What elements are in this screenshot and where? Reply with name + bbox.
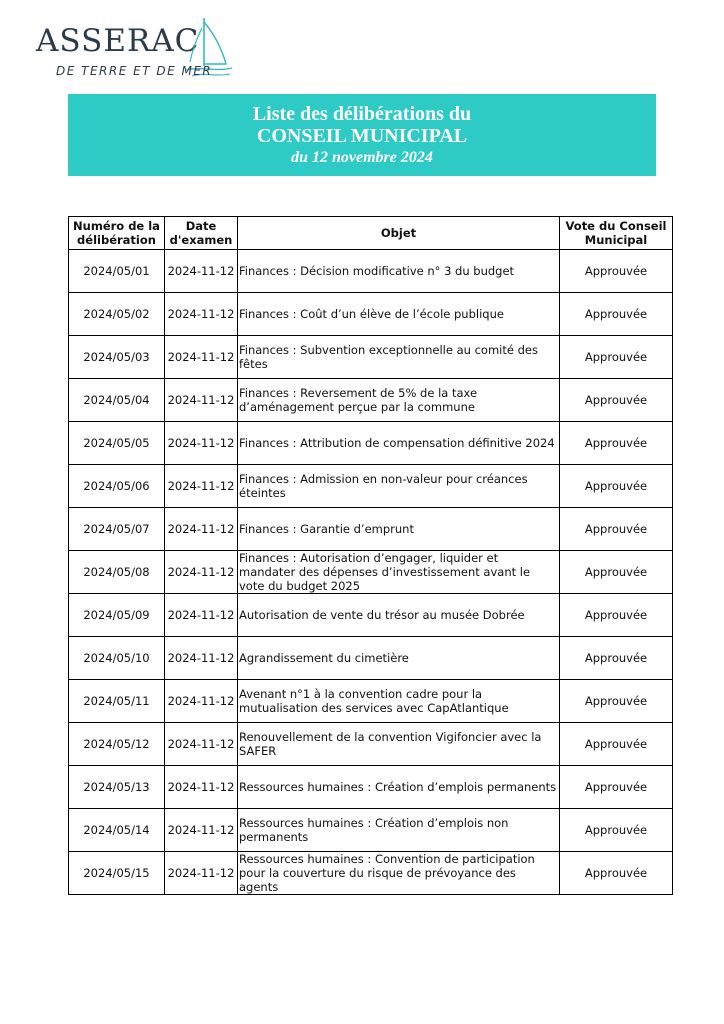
cell-objet: Finances : Admission en non-valeur pour créances éteintes <box>238 465 560 508</box>
header-date: Date d'examen <box>165 217 238 250</box>
cell-date: 2024-11-12 <box>165 766 238 809</box>
cell-vote: Approuvée <box>560 508 673 551</box>
cell-date: 2024-11-12 <box>165 508 238 551</box>
cell-num: 2024/05/11 <box>69 680 165 723</box>
cell-date: 2024-11-12 <box>165 680 238 723</box>
cell-vote: Approuvée <box>560 723 673 766</box>
cell-vote: Approuvée <box>560 250 673 293</box>
cell-objet: Finances : Autorisation d’engager, liquider et mandater des dépenses d’investissement avant le vote du budget 2025 <box>238 551 560 594</box>
header-vote: Vote du Conseil Municipal <box>560 217 673 250</box>
cell-vote: Approuvée <box>560 422 673 465</box>
cell-objet: Agrandissement du cimetière <box>238 637 560 680</box>
cell-objet: Avenant n°1 à la convention cadre pour la mutualisation des services avec CapAtlantique <box>238 680 560 723</box>
table-row <box>69 680 673 723</box>
cell-vote: Approuvée <box>560 465 673 508</box>
table-row <box>69 465 673 508</box>
banner-line-2: CONSEIL MUNICIPAL <box>256 125 468 147</box>
table-row <box>69 723 673 766</box>
table-row <box>69 852 673 895</box>
table-row <box>69 336 673 379</box>
cell-date: 2024-11-12 <box>165 465 238 508</box>
cell-num: 2024/05/04 <box>69 379 165 422</box>
cell-num: 2024/05/14 <box>69 809 165 852</box>
table-row <box>69 766 673 809</box>
cell-date: 2024-11-12 <box>165 594 238 637</box>
cell-num: 2024/05/02 <box>69 293 165 336</box>
cell-objet: Finances : Décision modificative n° 3 du budget <box>238 250 560 293</box>
cell-date: 2024-11-12 <box>165 637 238 680</box>
cell-date: 2024-11-12 <box>165 852 238 895</box>
cell-objet: Finances : Reversement de 5% de la taxe d’aménagement perçue par la commune <box>238 379 560 422</box>
cell-vote: Approuvée <box>560 551 673 594</box>
cell-num: 2024/05/10 <box>69 637 165 680</box>
cell-objet: Ressources humaines : Création d’emplois permanents <box>238 766 560 809</box>
cell-vote: Approuvée <box>560 809 673 852</box>
cell-objet: Ressources humaines : Convention de participation pour la couverture du risque de prévoyance des agents <box>238 852 560 895</box>
title-banner <box>68 94 656 176</box>
deliberations-table <box>68 216 673 895</box>
cell-vote: Approuvée <box>560 336 673 379</box>
cell-num: 2024/05/07 <box>69 508 165 551</box>
table-row <box>69 379 673 422</box>
cell-num: 2024/05/03 <box>69 336 165 379</box>
cell-objet: Finances : Attribution de compensation définitive 2024 <box>238 422 560 465</box>
table-row <box>69 594 673 637</box>
header-objet: Objet <box>238 217 560 250</box>
logo-subtitle: DE TERRE ET DE MER <box>56 64 213 78</box>
header-num: Numéro de la délibération <box>69 217 165 250</box>
cell-objet: Finances : Garantie d’emprunt <box>238 508 560 551</box>
cell-objet: Finances : Subvention exceptionnelle au comité des fêtes <box>238 336 560 379</box>
table-row <box>69 250 673 293</box>
cell-num: 2024/05/05 <box>69 422 165 465</box>
table-row <box>69 508 673 551</box>
cell-vote: Approuvée <box>560 766 673 809</box>
cell-date: 2024-11-12 <box>165 422 238 465</box>
table-row <box>69 293 673 336</box>
cell-vote: Approuvée <box>560 379 673 422</box>
cell-date: 2024-11-12 <box>165 336 238 379</box>
table-row <box>69 637 673 680</box>
cell-date: 2024-11-12 <box>165 723 238 766</box>
asserac-logo <box>36 14 246 84</box>
cell-vote: Approuvée <box>560 594 673 637</box>
cell-vote: Approuvée <box>560 293 673 336</box>
cell-objet: Ressources humaines : Création d’emplois non permanents <box>238 809 560 852</box>
banner-line-3: du 12 novembre 2024 <box>291 149 433 166</box>
cell-date: 2024-11-12 <box>165 293 238 336</box>
cell-date: 2024-11-12 <box>165 809 238 852</box>
cell-num: 2024/05/09 <box>69 594 165 637</box>
banner-line-1: Liste des délibérations du <box>252 103 472 125</box>
cell-num: 2024/05/13 <box>69 766 165 809</box>
cell-num: 2024/05/08 <box>69 551 165 594</box>
table-row <box>69 809 673 852</box>
cell-date: 2024-11-12 <box>165 379 238 422</box>
cell-vote: Approuvée <box>560 852 673 895</box>
table-header-row <box>69 217 673 250</box>
cell-num: 2024/05/01 <box>69 250 165 293</box>
cell-objet: Finances : Coût d’un élève de l’école publique <box>238 293 560 336</box>
cell-date: 2024-11-12 <box>165 250 238 293</box>
table-row <box>69 551 673 594</box>
cell-num: 2024/05/12 <box>69 723 165 766</box>
table-row <box>69 422 673 465</box>
cell-num: 2024/05/06 <box>69 465 165 508</box>
cell-objet: Renouvellement de la convention Vigifoncier avec la SAFER <box>238 723 560 766</box>
cell-vote: Approuvée <box>560 637 673 680</box>
cell-date: 2024-11-12 <box>165 551 238 594</box>
cell-vote: Approuvée <box>560 680 673 723</box>
cell-num: 2024/05/15 <box>69 852 165 895</box>
logo-title: ASSERAC <box>36 23 200 59</box>
cell-objet: Autorisation de vente du trésor au musée Dobrée <box>238 594 560 637</box>
